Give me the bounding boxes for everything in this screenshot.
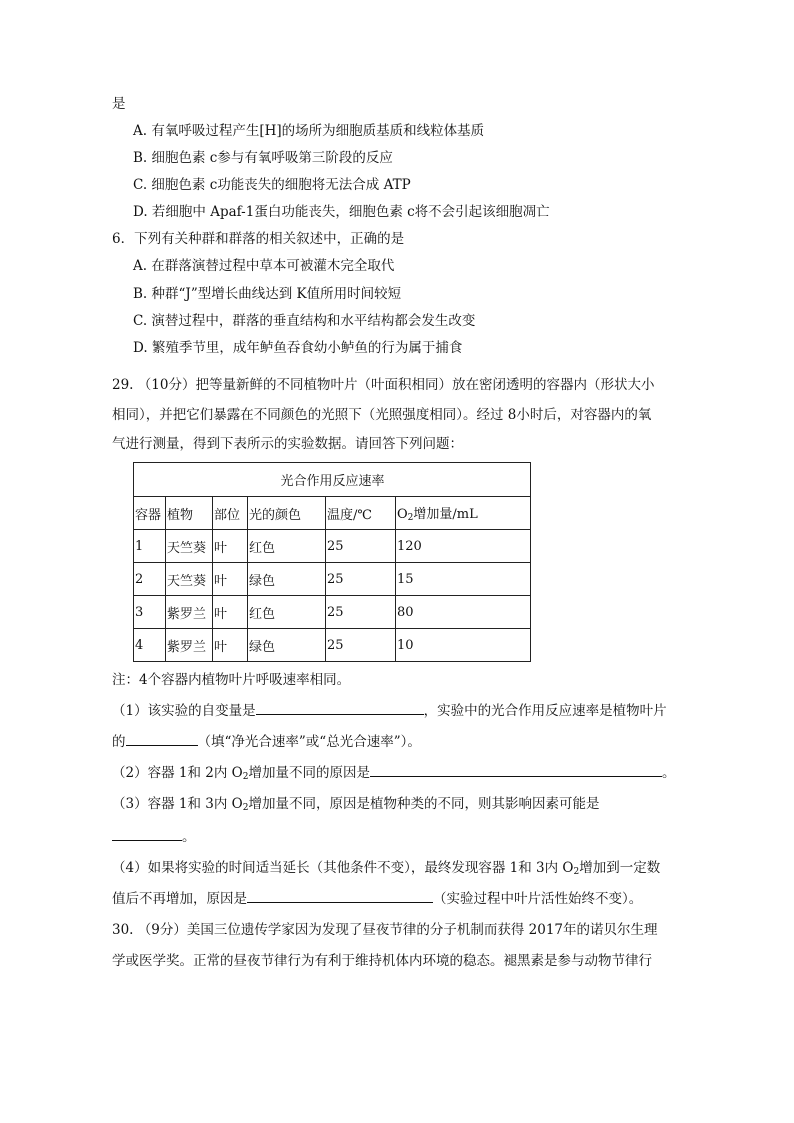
sub-question-4-text-d: （实验过程中叶片活性始终不变）。 [433, 891, 643, 907]
cell: 天竺葵 [166, 530, 213, 563]
table-note: 注：4个容器内植物叶片呼吸速率相同。 [112, 672, 351, 688]
q6-option-d: D. 繁殖季节里，成年鲈鱼吞食幼小鲈鱼的行为属于捕食 [133, 340, 463, 356]
table-title: 光合作用反应速率 [134, 463, 531, 497]
q29-stem-line1: 29. （10分）把等量新鲜的不同植物叶片（叶面积相同）放在密闭透明的容器内（形状大小 [112, 377, 655, 393]
cell: 叶 [213, 563, 248, 596]
cell: 叶 [213, 596, 248, 629]
header-light-color: 光的颜色 [248, 497, 326, 530]
sub-question-3-line1 [112, 794, 599, 818]
answer-blank[interactable] [256, 700, 424, 715]
q6-option-c: C. 演替过程中，群落的垂直结构和水平结构都会发生改变 [133, 313, 476, 329]
sub-question-1-text-a: （1）该实验的自变量是 [112, 703, 256, 719]
header-part: 部位 [213, 497, 248, 530]
experiment-table [133, 462, 531, 662]
sub-question-4-text-c: 值后不再增加，原因是 [112, 891, 247, 907]
sub-question-3-text-c: 。 [182, 829, 196, 845]
table-title-row [134, 463, 531, 497]
cell: 3 [134, 596, 166, 629]
cell: 红色 [248, 530, 326, 563]
subscript: 2 [242, 803, 249, 813]
header-container: 容器 [134, 497, 166, 530]
sub-question-4-text-b: 增加到一定数 [579, 860, 661, 876]
subscript: 2 [573, 867, 580, 877]
q5-option-a: A. 有氧呼吸过程产生[H]的场所为细胞质基质和线粒体基质 [133, 123, 485, 139]
sub-question-4-line2 [112, 888, 642, 909]
cell: 紫罗兰 [166, 629, 213, 662]
cell: 绿色 [248, 629, 326, 662]
table-row [134, 563, 531, 596]
sub-question-1-line1 [112, 700, 667, 721]
cell: 80 [396, 596, 531, 629]
sub-question-1-text-b: ，实验中的光合作用反应速率是植物叶片 [423, 703, 667, 719]
sub-question-3-text-b: 增加量不同，原因是植物种类的不同，则其影响因素可能是 [248, 796, 600, 812]
cell: 红色 [248, 596, 326, 629]
q6-option-a: A. 在群落演替过程中草本可被灌木完全取代 [133, 258, 395, 274]
sub-question-2-text-a: （2）容器 1和 2内 O [112, 765, 243, 781]
sub-question-4-text-a: （4）如果将实验的时间适当延长（其他条件不变），最终发现容器 1和 3内 O [112, 860, 574, 876]
cell: 10 [396, 629, 531, 662]
table-row [134, 596, 531, 629]
sub-question-1-line2 [112, 731, 421, 752]
q29-stem-line2: 相同），并把它们暴露在不同颜色的光照下（光照强度相同）。经过 8小时后，对容器内的氧 [112, 407, 652, 423]
cell: 1 [134, 530, 166, 563]
cell: 2 [134, 563, 166, 596]
cell: 紫罗兰 [166, 596, 213, 629]
q5-option-d: D. 若细胞中 Apaf-1蛋白功能丧失，细胞色素 c将不会引起该细胞凋亡 [133, 204, 550, 220]
cell: 叶 [213, 629, 248, 662]
sub-question-2-text-b: 增加量不同的原因是 [248, 765, 370, 781]
sub-question-4-line1 [112, 858, 660, 882]
sub-question-1-text-c: 的 [112, 734, 126, 750]
q5-option-b: B. 细胞色素 c参与有氧呼吸第三阶段的反应 [133, 150, 393, 166]
table-row [134, 629, 531, 662]
q30-stem-line2: 学或医学奖。正常的昼夜节律行为有利于维持机体内环境的稳态。褪黑素是参与动物节律行 [112, 953, 652, 969]
sub-question-2-text-c: 。 [661, 765, 676, 781]
q6-stem: 6．下列有关种群和群落的相关叙述中，正确的是 [112, 231, 405, 247]
header-o2-increase: $O_2$增加量/mL [396, 497, 531, 530]
header-temperature: 温度/℃ [326, 497, 396, 530]
q29-stem-line3: 气进行测量，得到下表所示的实验数据。请回答下列问题： [112, 436, 463, 452]
cell: 25 [326, 596, 396, 629]
cell: 叶 [213, 530, 248, 563]
cell: 天竺葵 [166, 563, 213, 596]
table-header-row [134, 497, 531, 530]
cell: 15 [396, 563, 531, 596]
cell: 25 [326, 530, 396, 563]
cell: 4 [134, 629, 166, 662]
sub-question-1-text-d: （填“净光合速率”或“总光合速率”）。 [197, 734, 421, 750]
sub-question-3-text-a: （3）容器 1和 3内 O [112, 796, 243, 812]
cell: 25 [326, 629, 396, 662]
answer-blank[interactable] [126, 731, 198, 746]
table-row [134, 530, 531, 563]
q5-option-c: C. 细胞色素 c功能丧失的细胞将无法合成 ATP [133, 177, 411, 193]
sub-question-3-line2 [112, 826, 196, 847]
cell: 25 [326, 563, 396, 596]
q5-stem-tail: 是 [112, 96, 126, 112]
cell: 120 [396, 530, 531, 563]
q6-option-b: B. 种群“J”型增长曲线达到 K值所用时间较短 [133, 286, 402, 302]
answer-blank[interactable] [112, 826, 182, 841]
answer-blank[interactable] [370, 762, 662, 777]
header-plant: 植物 [166, 497, 213, 530]
answer-blank[interactable] [247, 888, 433, 903]
q30-stem-line1: 30. （9分）美国三位遗传学家因为发现了昼夜节律的分子机制而获得 2017年的诺贝尔生理 [112, 922, 658, 938]
subscript: 2 [242, 772, 249, 782]
cell: 绿色 [248, 563, 326, 596]
sub-question-2 [112, 762, 675, 787]
